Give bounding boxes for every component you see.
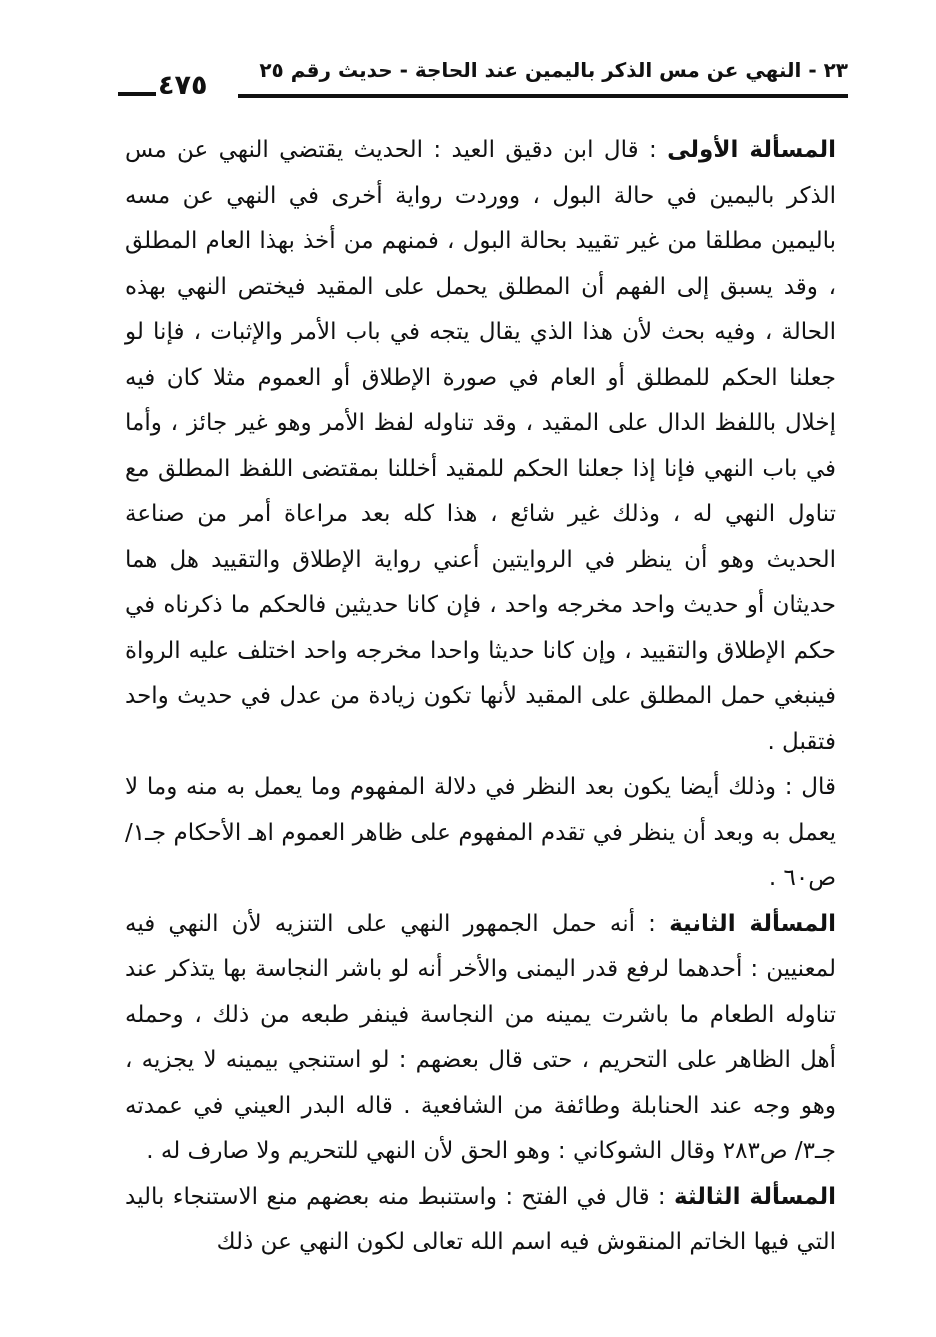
- paragraph-continuation: [125, 765, 836, 902]
- paragraph-text: قال : وذلك أيضا يكون بعد النظر في دلالة المفهوم وما يعمل به منه وما لا يعمل به وبعد أن ينظر في تقدم المفهوم على ظاهر العموم اهـ الأحكام جـ١/ ص٦٠ .: [125, 774, 836, 891]
- paragraph-text: : قال في الفتح : واستنبط منه بعضهم منع الاستنجاء باليد التي فيها الخاتم المنقوش فيه اسم الله تعالى لكون النهي عن ذلك: [125, 1183, 836, 1255]
- chapter-title: ٢٣ - النهي عن مس الذكر باليمين عند الحاجة - حديث رقم ٢٥: [259, 58, 848, 82]
- page-number-dash: [118, 92, 156, 96]
- paragraph-issue-2: [125, 902, 836, 1175]
- issue-label: المسألة الثالثة: [673, 1183, 836, 1210]
- issue-label: المسألة الثانية: [669, 910, 836, 937]
- issue-label: المسألة الأولى: [667, 137, 836, 163]
- paragraph-issue-3: [125, 1175, 836, 1266]
- header-rule: [238, 94, 848, 98]
- body-text: [125, 128, 836, 1266]
- page-number: ٤٧٥: [158, 70, 208, 101]
- paragraph-text: : أنه حمل الجمهور النهي على التنزيه لأن النهي فيه لمعنيين : أحدهما لرفع قدر اليمنى والأخر أنه لو باشر النجاسة بها يتذكر عند تناوله الطعام ما باشرت يمينه من النجاسة فينفر طبعه من ذلك ، وحمله أهل الظاهر على التحريم ، حتى قال بعضهم : لو استنجي بيمينه لا يجزيه ، وهو وجه عند الحنابلة وطائفة من الشافعية . قاله البدر العيني في عمدته جـ٣/ ص٢٨٣ وقال الشوكاني : وهو الحق لأن النهي للتحريم ولا صارف له .: [125, 910, 836, 1164]
- running-header: [118, 58, 848, 101]
- paragraph-issue-1: [125, 128, 836, 765]
- paragraph-text: : قال ابن دقيق العيد : الحديث يقتضي النهي عن مس الذكر باليمين في حالة البول ، ووردت رواية أخرى في النهي عن مسه باليمين مطلقا من غير تقييد بحالة البول ، فمنهم من أخذ بهذا العام المطلق ، وقد يسبق إلى الفهم أن المطلق يحمل على المقيد فيختص النهي بهذه الحالة ، وفيه بحث لأن هذا الذي يقال يتجه في باب الأمر والإثبات ، فإنا لو جعلنا الحكم للمطلق أو العام في صورة الإطلاق أو العموم مثلا كان فيه إخلال باللفظ الدال على المقيد ، وقد تناوله لفظ الأمر وهو غير جائز ، وأما في باب النهي فإنا إذا جعلنا الحكم للمقيد أخللنا بمقتضى اللفظ المطلق مع تناول النهي له ، وذلك غير شائع ، هذا كله بعد مراعاة أمر من صناعة الحديث وهو أن ينظر في الروايتين أعني رواية الإطلاق والتقييد هل هما حديثان أو حديث واحد مخرجه واحد ، فإن كانا حديثين فالحكم ما ذكرناه في حكم الإطلاق والتقييد ، وإن كانا حديثا واحدا مخرجه واحد اختلف عليه الرواة فينبغي حمل المطلق على المقيد لأنها تكون زيادة من عدل في حديث واحد فتقبل .: [125, 137, 836, 755]
